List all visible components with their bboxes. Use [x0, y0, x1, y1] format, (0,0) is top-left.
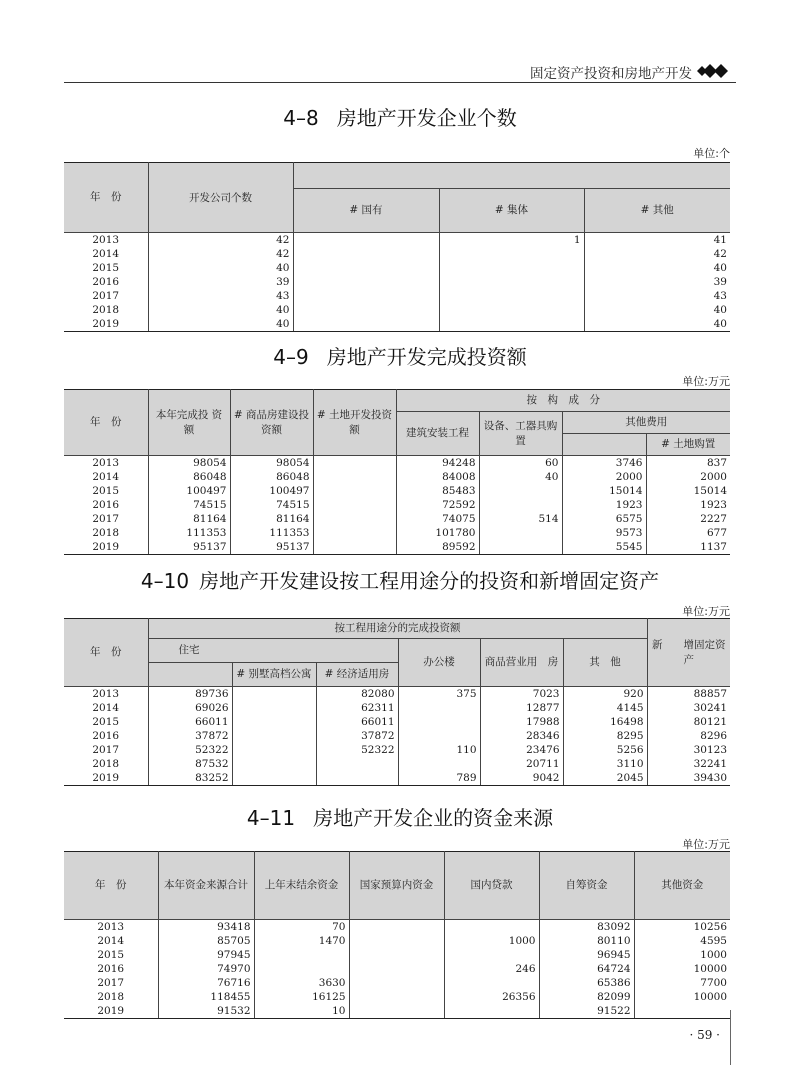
- table-cell: 2018: [92, 527, 120, 539]
- table-cell: 62311: [316, 701, 398, 715]
- table-cell: [293, 233, 439, 248]
- table-row: [64, 470, 730, 484]
- table-cell: 8295: [563, 729, 647, 743]
- table-row: [64, 498, 730, 512]
- col-header-collective: # 集体: [439, 189, 584, 233]
- table-cell: 40: [148, 261, 293, 275]
- table-cell: 74075: [396, 512, 479, 526]
- table-cell: 1000: [634, 948, 730, 962]
- table-row: [64, 303, 730, 317]
- col-header-group: 按 构 成 分: [396, 390, 730, 412]
- col-header-balance: 上年末结余资金: [254, 852, 349, 920]
- table-title-text: 房地产开发企业个数: [336, 106, 517, 130]
- table-cell: 52322: [148, 743, 232, 757]
- table-row: [64, 948, 730, 962]
- table-cell: 1137: [646, 540, 730, 555]
- table-row: [64, 701, 730, 715]
- col-header-housing: # 商品房建设投资额: [230, 390, 313, 456]
- table-cell: 3630: [254, 976, 349, 990]
- col-header-loan: 国内贷款: [444, 852, 539, 920]
- col-header-total: 本年资金来源合计: [158, 852, 254, 920]
- table-row: [64, 990, 730, 1004]
- col-header-year: 年 份: [64, 163, 148, 233]
- table-cell: [293, 289, 439, 303]
- unit-label: 单位:万元: [682, 838, 730, 851]
- table-body: [64, 687, 730, 786]
- table-cell: [439, 261, 584, 275]
- table-cell: 2227: [646, 512, 730, 526]
- table-cell: [254, 948, 349, 962]
- page-number: · 59 ·: [689, 1028, 720, 1042]
- table-number: 4–9: [273, 345, 309, 369]
- table-cell: 42: [584, 247, 730, 261]
- running-header: [64, 58, 736, 83]
- table-row: [64, 484, 730, 498]
- table-number: 4–11: [246, 806, 296, 830]
- col-header-year: 年 份: [64, 852, 158, 920]
- table-cell: 82099: [539, 990, 634, 1004]
- table-row: [64, 456, 730, 471]
- col-header-equip: 设备、工器具购置: [479, 412, 562, 456]
- table-cell: 86048: [230, 470, 313, 484]
- table-cell: 2016: [92, 499, 120, 511]
- unit-label: 单位:个: [693, 147, 730, 160]
- table-cell: 40: [584, 303, 730, 317]
- table-cell: 111353: [230, 526, 313, 540]
- table-cell: 26356: [444, 990, 539, 1004]
- table-cell: [439, 247, 584, 261]
- table-row: [64, 540, 730, 555]
- table-4-8-title: [64, 102, 736, 131]
- col-header-land: # 土地开发投资额: [313, 390, 396, 456]
- table-number: 4–10: [140, 569, 190, 593]
- table-cell: 920: [563, 687, 647, 702]
- table-cell: 93418: [158, 920, 254, 935]
- table-cell: [293, 275, 439, 289]
- col-header-newassets: 新 增固定资产: [647, 619, 730, 687]
- table-title-text: 房地产开发建设按工程用途分的投资和新增固定资产: [199, 569, 660, 593]
- table-row: [64, 1004, 730, 1019]
- table-cell: 6575: [562, 512, 646, 526]
- table-cell: 91522: [539, 1004, 634, 1019]
- table-cell: 7023: [480, 687, 563, 702]
- table-row: [64, 962, 730, 976]
- table-cell: [444, 1004, 539, 1019]
- table-row: [64, 729, 730, 743]
- table-cell: [232, 743, 316, 757]
- table-cell: 60: [479, 456, 562, 471]
- table-cell: 84008: [396, 470, 479, 484]
- table-cell: [439, 275, 584, 289]
- col-header-house: 住宅: [148, 639, 398, 663]
- table-cell: 4145: [563, 701, 647, 715]
- table-cell: 101780: [396, 526, 479, 540]
- table-row: [64, 757, 730, 771]
- table-cell: 2015: [92, 716, 120, 728]
- table-cell: 1000: [444, 934, 539, 948]
- table-cell: 10256: [634, 920, 730, 935]
- table-cell: 5545: [562, 540, 646, 555]
- table-cell: 10: [254, 1004, 349, 1019]
- table-cell: [634, 1004, 730, 1019]
- table-cell: 85483: [396, 484, 479, 498]
- table-cell: 66011: [316, 715, 398, 729]
- table-cell: 80110: [539, 934, 634, 948]
- col-header-spacer: [148, 663, 232, 687]
- table-cell: 15014: [562, 484, 646, 498]
- table-cell: 85705: [158, 934, 254, 948]
- table-cell: [349, 1004, 444, 1019]
- table-cell: 30241: [647, 701, 730, 715]
- table-4-9-title: [64, 341, 736, 370]
- table-cell: [444, 948, 539, 962]
- table-cell: 2019: [64, 771, 148, 786]
- col-header-self: 自筹资金: [539, 852, 634, 920]
- table-cell: 89736: [148, 687, 232, 702]
- col-header-total: 本年完成投 资 额: [148, 390, 230, 456]
- table-cell: 2018: [92, 758, 120, 770]
- table-cell: 2013: [97, 921, 125, 933]
- table-cell: 1923: [646, 498, 730, 512]
- table-row: [64, 715, 730, 729]
- table-cell: 74970: [158, 962, 254, 976]
- table-cell: [349, 934, 444, 948]
- table-cell: 83252: [148, 771, 232, 786]
- table-cell: 98054: [230, 456, 313, 471]
- table-cell: 83092: [539, 920, 634, 935]
- table-cell: [349, 962, 444, 976]
- table-row: [64, 934, 730, 948]
- table-row: [64, 289, 730, 303]
- table-cell: 95137: [148, 540, 230, 555]
- table-cell: 7700: [634, 976, 730, 990]
- table-cell: 375: [398, 687, 480, 702]
- table-cell: 2015: [92, 262, 120, 274]
- table-row: [64, 743, 730, 757]
- table-cell: 10000: [634, 962, 730, 976]
- table-cell: [349, 990, 444, 1004]
- table-cell: 5256: [563, 743, 647, 757]
- table-cell: 42: [148, 233, 293, 248]
- table-cell: 2017: [92, 290, 120, 302]
- table-row: [64, 261, 730, 275]
- table-cell: 43: [584, 289, 730, 303]
- table-cell: 97945: [158, 948, 254, 962]
- col-header-spacer: [562, 434, 646, 456]
- table-body: [64, 233, 730, 332]
- table-cell: 43: [148, 289, 293, 303]
- table-cell: 2016: [92, 730, 120, 742]
- table-cell: 40: [148, 317, 293, 332]
- col-header-spacer: [293, 163, 730, 189]
- table-number: 4–8: [283, 106, 319, 130]
- table-cell: 12877: [480, 701, 563, 715]
- col-header-year: 年 份: [64, 619, 148, 687]
- table-cell: 89592: [396, 540, 479, 555]
- table-cell: 2014: [92, 702, 120, 714]
- table-cell: 514: [479, 512, 562, 526]
- table-cell: 2015: [97, 949, 125, 961]
- table-cell: 16125: [254, 990, 349, 1004]
- table-cell: [479, 498, 562, 512]
- col-header-budget: 国家预算内资金: [349, 852, 444, 920]
- table-cell: [313, 498, 396, 512]
- table-cell: 9042: [480, 771, 563, 786]
- table-cell: 40: [479, 470, 562, 484]
- table-cell: 111353: [148, 526, 230, 540]
- table-row: [64, 233, 730, 248]
- margin-rule: [730, 1010, 731, 1065]
- table-cell: [313, 470, 396, 484]
- table-cell: [398, 701, 480, 715]
- table-row: [64, 920, 730, 935]
- table-cell: [313, 526, 396, 540]
- table-cell: 52322: [316, 743, 398, 757]
- unit-label: 单位:万元: [682, 375, 730, 388]
- table-cell: [439, 317, 584, 332]
- table-cell: 2000: [646, 470, 730, 484]
- table-cell: 39430: [647, 771, 730, 786]
- table-cell: 16498: [563, 715, 647, 729]
- table-cell: 74515: [230, 498, 313, 512]
- table-cell: [313, 484, 396, 498]
- table-cell: [479, 484, 562, 498]
- table-cell: [398, 715, 480, 729]
- table-cell: 40: [148, 303, 293, 317]
- table-cell: [444, 920, 539, 935]
- table-cell: 91532: [158, 1004, 254, 1019]
- table-cell: 837: [646, 456, 730, 471]
- table-cell: [232, 757, 316, 771]
- table-cell: 1923: [562, 498, 646, 512]
- table-cell: 2014: [92, 471, 120, 483]
- table-cell: 28346: [480, 729, 563, 743]
- table-cell: [479, 526, 562, 540]
- diamonds-icon: [696, 63, 730, 79]
- table-cell: 37872: [148, 729, 232, 743]
- col-header-other: 其他资金: [634, 852, 730, 920]
- table-row: [64, 247, 730, 261]
- table-title-text: 房地产开发企业的资金来源: [313, 806, 554, 830]
- table-cell: 2017: [92, 513, 120, 525]
- table-cell: 2014: [97, 935, 125, 947]
- table-cell: 98054: [148, 456, 230, 471]
- col-header-office: 办公楼: [398, 639, 480, 687]
- table-cell: 246: [444, 962, 539, 976]
- table-cell: 40: [584, 261, 730, 275]
- table-cell: 118455: [158, 990, 254, 1004]
- col-header-state: # 国有: [293, 189, 439, 233]
- table-cell: 8296: [647, 729, 730, 743]
- col-header-total: 开发公司个数: [148, 163, 293, 233]
- table-cell: 3110: [563, 757, 647, 771]
- table-cell: 96945: [539, 948, 634, 962]
- col-header-group: 按工程用途分的完成投资额: [148, 619, 647, 639]
- col-header-other: 其 他: [563, 639, 647, 687]
- table-cell: 82080: [316, 687, 398, 702]
- table-cell: 81164: [230, 512, 313, 526]
- table-cell: [479, 540, 562, 555]
- table-cell: 20711: [480, 757, 563, 771]
- running-header-text: 固定资产投资和房地产开发: [530, 66, 692, 82]
- table-4-9: [64, 389, 730, 555]
- table-cell: 4595: [634, 934, 730, 948]
- table-cell: 2019: [64, 540, 148, 555]
- table-cell: [349, 920, 444, 935]
- table-cell: 39: [584, 275, 730, 289]
- table-cell: [313, 456, 396, 471]
- table-cell: 2045: [563, 771, 647, 786]
- col-header-villa: # 别墅高档公寓: [232, 663, 316, 687]
- table-cell: 64724: [539, 962, 634, 976]
- table-cell: 30123: [647, 743, 730, 757]
- table-row: [64, 275, 730, 289]
- table-cell: 2000: [562, 470, 646, 484]
- table-4-10-title: [64, 565, 736, 594]
- table-4-8: [64, 162, 730, 332]
- table-cell: [293, 317, 439, 332]
- table-cell: [232, 701, 316, 715]
- table-row: [64, 526, 730, 540]
- col-header-commercial: 商品营业用 房: [480, 639, 563, 687]
- table-cell: [293, 303, 439, 317]
- table-body: [64, 920, 730, 1019]
- table-cell: 789: [398, 771, 480, 786]
- table-cell: 86048: [148, 470, 230, 484]
- table-cell: 40: [584, 317, 730, 332]
- col-header-build: 建筑安装工程: [396, 412, 479, 456]
- col-header-landbuy: # 土地购置: [646, 434, 730, 456]
- col-header-otherfee: 其他费用: [562, 412, 730, 434]
- table-cell: 2014: [92, 248, 120, 260]
- table-cell: [293, 247, 439, 261]
- table-cell: 72592: [396, 498, 479, 512]
- table-cell: [398, 757, 480, 771]
- table-title-text: 房地产开发完成投资额: [326, 345, 527, 369]
- table-cell: [313, 540, 396, 555]
- table-cell: 2016: [92, 276, 120, 288]
- table-cell: 9573: [562, 526, 646, 540]
- table-cell: 65386: [539, 976, 634, 990]
- col-header-afford: # 经济适用房: [316, 663, 398, 687]
- table-cell: 66011: [148, 715, 232, 729]
- table-4-11-title: [64, 802, 736, 831]
- table-body: [64, 456, 730, 555]
- table-cell: 2017: [97, 977, 125, 989]
- table-cell: [316, 771, 398, 786]
- table-cell: 39: [148, 275, 293, 289]
- col-header-year: 年 份: [64, 390, 148, 456]
- table-cell: 81164: [148, 512, 230, 526]
- table-cell: 677: [646, 526, 730, 540]
- table-cell: [293, 261, 439, 275]
- table-cell: 2019: [64, 317, 148, 332]
- table-cell: 2019: [64, 1004, 158, 1019]
- table-cell: [232, 729, 316, 743]
- table-cell: [232, 715, 316, 729]
- table-cell: [439, 289, 584, 303]
- table-cell: 2013: [92, 457, 120, 469]
- table-cell: [444, 976, 539, 990]
- table-cell: [313, 512, 396, 526]
- table-cell: 15014: [646, 484, 730, 498]
- table-4-10: [64, 618, 730, 786]
- table-cell: 3746: [562, 456, 646, 471]
- table-cell: 2017: [92, 744, 120, 756]
- table-cell: 110: [398, 743, 480, 757]
- table-cell: 2013: [92, 688, 120, 700]
- table-cell: [398, 729, 480, 743]
- table-cell: 100497: [148, 484, 230, 498]
- table-cell: [254, 962, 349, 976]
- table-cell: 69026: [148, 701, 232, 715]
- table-cell: [349, 948, 444, 962]
- table-cell: 41: [584, 233, 730, 248]
- table-cell: 2016: [97, 963, 125, 975]
- table-cell: 37872: [316, 729, 398, 743]
- table-cell: 76716: [158, 976, 254, 990]
- table-row: [64, 771, 730, 786]
- col-header-other: # 其他: [584, 189, 730, 233]
- table-cell: 2018: [92, 304, 120, 316]
- table-cell: [232, 771, 316, 786]
- table-cell: 2015: [92, 485, 120, 497]
- table-cell: [349, 976, 444, 990]
- table-cell: 17988: [480, 715, 563, 729]
- table-cell: 32241: [647, 757, 730, 771]
- table-cell: 1: [439, 233, 584, 248]
- table-cell: 74515: [148, 498, 230, 512]
- table-cell: 42: [148, 247, 293, 261]
- table-row: [64, 976, 730, 990]
- table-row: [64, 687, 730, 702]
- table-row: [64, 512, 730, 526]
- table-cell: 2013: [92, 234, 120, 246]
- table-cell: 2018: [97, 991, 125, 1003]
- table-cell: 88857: [647, 687, 730, 702]
- table-cell: 1470: [254, 934, 349, 948]
- table-cell: 94248: [396, 456, 479, 471]
- table-cell: 80121: [647, 715, 730, 729]
- table-row: [64, 317, 730, 332]
- table-cell: [439, 303, 584, 317]
- table-cell: 87532: [148, 757, 232, 771]
- table-cell: 10000: [634, 990, 730, 1004]
- table-4-11: [64, 851, 730, 1019]
- table-cell: 23476: [480, 743, 563, 757]
- table-cell: 95137: [230, 540, 313, 555]
- table-cell: [232, 687, 316, 702]
- table-cell: [316, 757, 398, 771]
- table-cell: 70: [254, 920, 349, 935]
- table-cell: 100497: [230, 484, 313, 498]
- unit-label: 单位:万元: [682, 605, 730, 618]
